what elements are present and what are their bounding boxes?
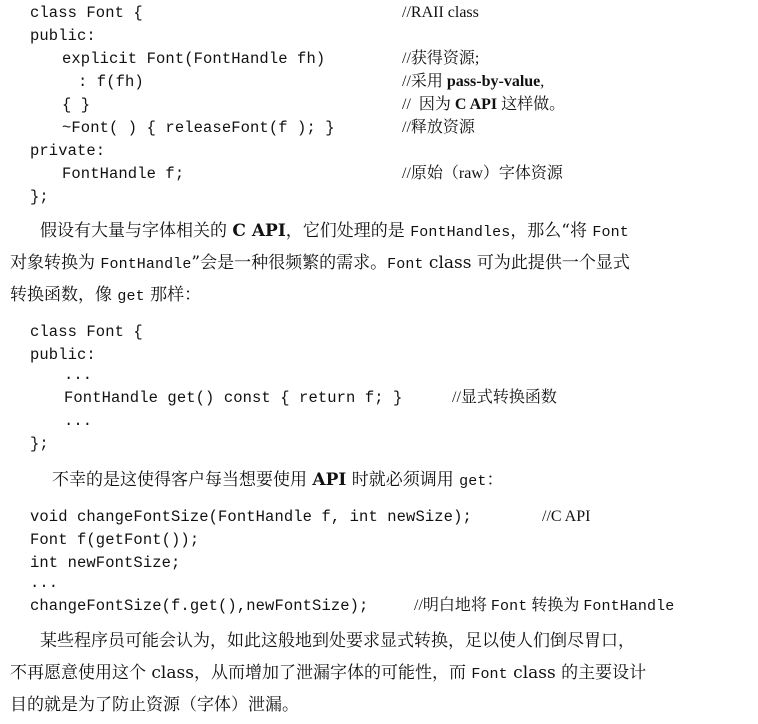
code-line: }; bbox=[30, 188, 49, 206]
code-line: public: bbox=[30, 27, 96, 45]
code-line: private: bbox=[30, 142, 106, 160]
code-comment: //RAII class bbox=[402, 4, 479, 21]
code-line: changeFontSize(f.get(),newFontSize); bbox=[30, 597, 369, 615]
text-line: 不再愿意使用这个 class，从而增加了泄漏字体的可能性，而 Font class 的主要设计 bbox=[10, 663, 647, 683]
code-line: ... bbox=[64, 366, 93, 384]
code-comment: //明白地将 Font 转换为 FontHandle bbox=[414, 597, 675, 615]
code-line: ~Font( ) { releaseFont(f ); } bbox=[62, 119, 335, 137]
code-comment: //采用 pass-by-value, bbox=[402, 73, 545, 90]
code-comment: //C API bbox=[542, 508, 591, 525]
code-line: ... bbox=[64, 412, 93, 430]
code-comment: //原始（raw）字体资源 bbox=[402, 165, 563, 182]
code-line: class Font { bbox=[30, 323, 143, 341]
paragraph-must-call-get: 不幸的是这使得客户每当想要使用 API 时就必须调用 get： bbox=[52, 470, 504, 490]
text-line: 对象转换为 FontHandle”会是一种很频繁的需求。Font class 可为此提供一个显式 bbox=[10, 253, 630, 273]
code-line: explicit Font(FontHandle fh) bbox=[62, 50, 326, 68]
code-line: { } bbox=[62, 96, 91, 114]
text-line: 某些程序员可能会认为，如此这般地到处要求显式转换，足以使人们倒尽胃口， bbox=[40, 631, 635, 651]
code-line: ... bbox=[30, 574, 59, 592]
code-line: public: bbox=[30, 346, 96, 364]
code-line: FontHandle get() const { return f; } bbox=[64, 389, 403, 407]
code-line: void changeFontSize(FontHandle f, int newSize); bbox=[30, 508, 472, 526]
code-line: class Font { bbox=[30, 4, 143, 22]
text-line: 转换函数，像 get 那样： bbox=[10, 285, 202, 305]
code-comment: // 因为 C API 这样做。 bbox=[402, 96, 566, 113]
code-line: int newFontSize; bbox=[30, 554, 181, 572]
code-line: FontHandle f; bbox=[62, 165, 185, 183]
code-line: : f(fh) bbox=[78, 73, 144, 91]
code-line: }; bbox=[30, 435, 49, 453]
code-comment: //释放资源 bbox=[402, 119, 475, 136]
code-line: Font f(getFont()); bbox=[30, 531, 200, 549]
text-line: 假设有大量与字体相关的 C API，它们处理的是 FontHandles，那么“将 Font bbox=[40, 221, 629, 241]
code-comment: //显式转换函数 bbox=[452, 389, 557, 406]
code-comment: //获得资源; bbox=[402, 50, 480, 67]
text-line: 目的就是为了防止资源（字体）泄漏。 bbox=[10, 695, 299, 715]
